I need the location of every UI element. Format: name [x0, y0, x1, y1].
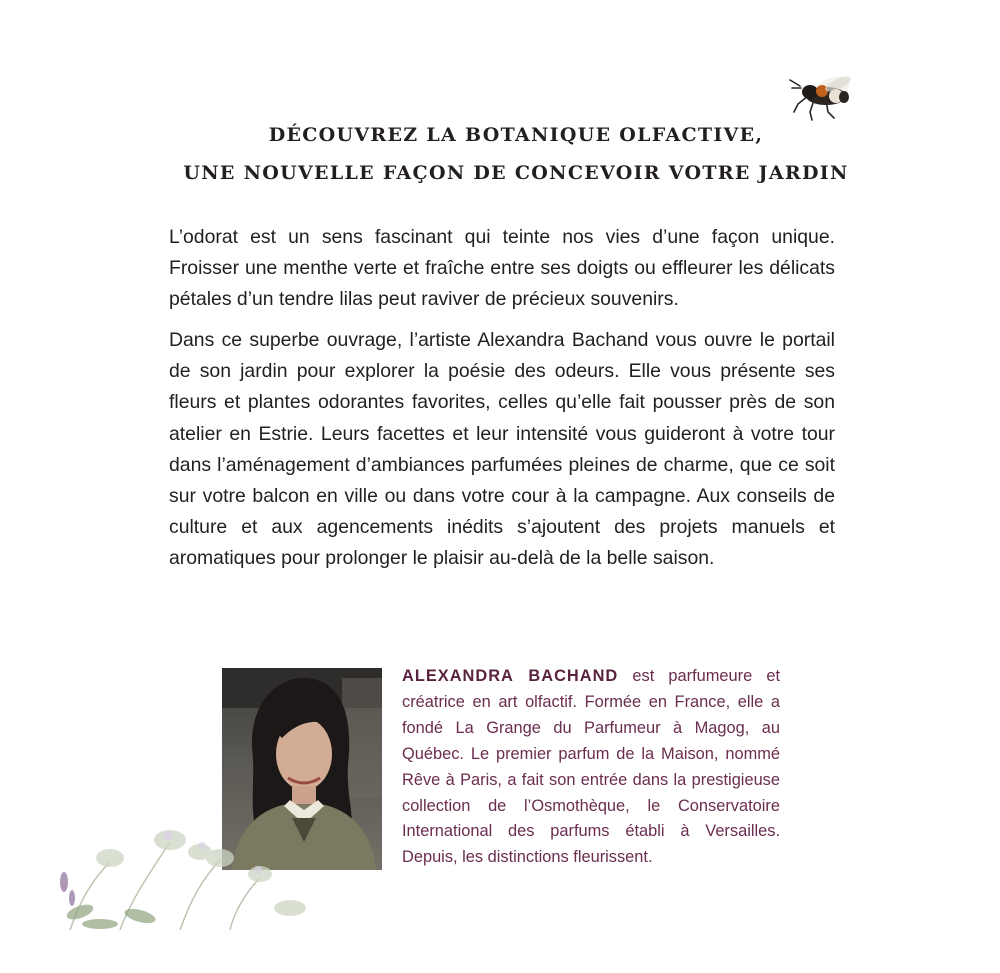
- author-bio-text: est parfumeure et créatrice en art olfactif. Formée en France, elle a fondé La Grange du Parfumeur à Magog, au Québec. Le premier parfum de la Maison, nommé Rêve à Paris, a fait son entrée dans la prestigieuse collection de l’Osmothèque, le Conservatoire International des parfums établi à Versailles. Depuis, les distinctions fleurissent.: [402, 667, 781, 867]
- description-text: [169, 222, 835, 584]
- author-name: ALEXANDRA BACHAND: [402, 667, 619, 685]
- wildflower-illustration-icon: [50, 812, 340, 930]
- author-bio: [402, 664, 780, 871]
- description-paragraph-2: Dans ce superbe ouvrage, l’artiste Alexandra Bachand vous ouvre le portail de son jardin pour explorer la poésie des odeurs. Elle vous présente ses fleurs et plantes odorantes favorites, celles qu’elle fait pousser près de son atelier en Estrie. Leurs facettes et leur intensité vous guideront à votre tour dans l’aménagement d’ambiances parfumées pleines de charme, que ce soit sur votre balcon en ville ou dans votre cour à la campagne. Aux conseils de culture et aux agencements inédits s’ajoutent des projets manuels et aromatiques pour prolonger le plaisir au-delà de la belle saison.: [169, 329, 835, 569]
- heading-line-1: DÉCOUVREZ LA BOTANIQUE OLFACTIVE,: [268, 124, 764, 146]
- page-heading: [100, 116, 932, 192]
- heading-line-2: UNE NOUVELLE FAÇON DE CONCEVOIR VOTRE JARDIN: [183, 162, 849, 184]
- description-paragraph-1: L’odorat est un sens fascinant qui teinte nos vies d’une façon unique. Froisser une menthe verte et fraîche entre ses doigts ou effleurer les délicats pétales d’un tendre lilas peut raviver de précieux souvenirs.: [169, 226, 835, 311]
